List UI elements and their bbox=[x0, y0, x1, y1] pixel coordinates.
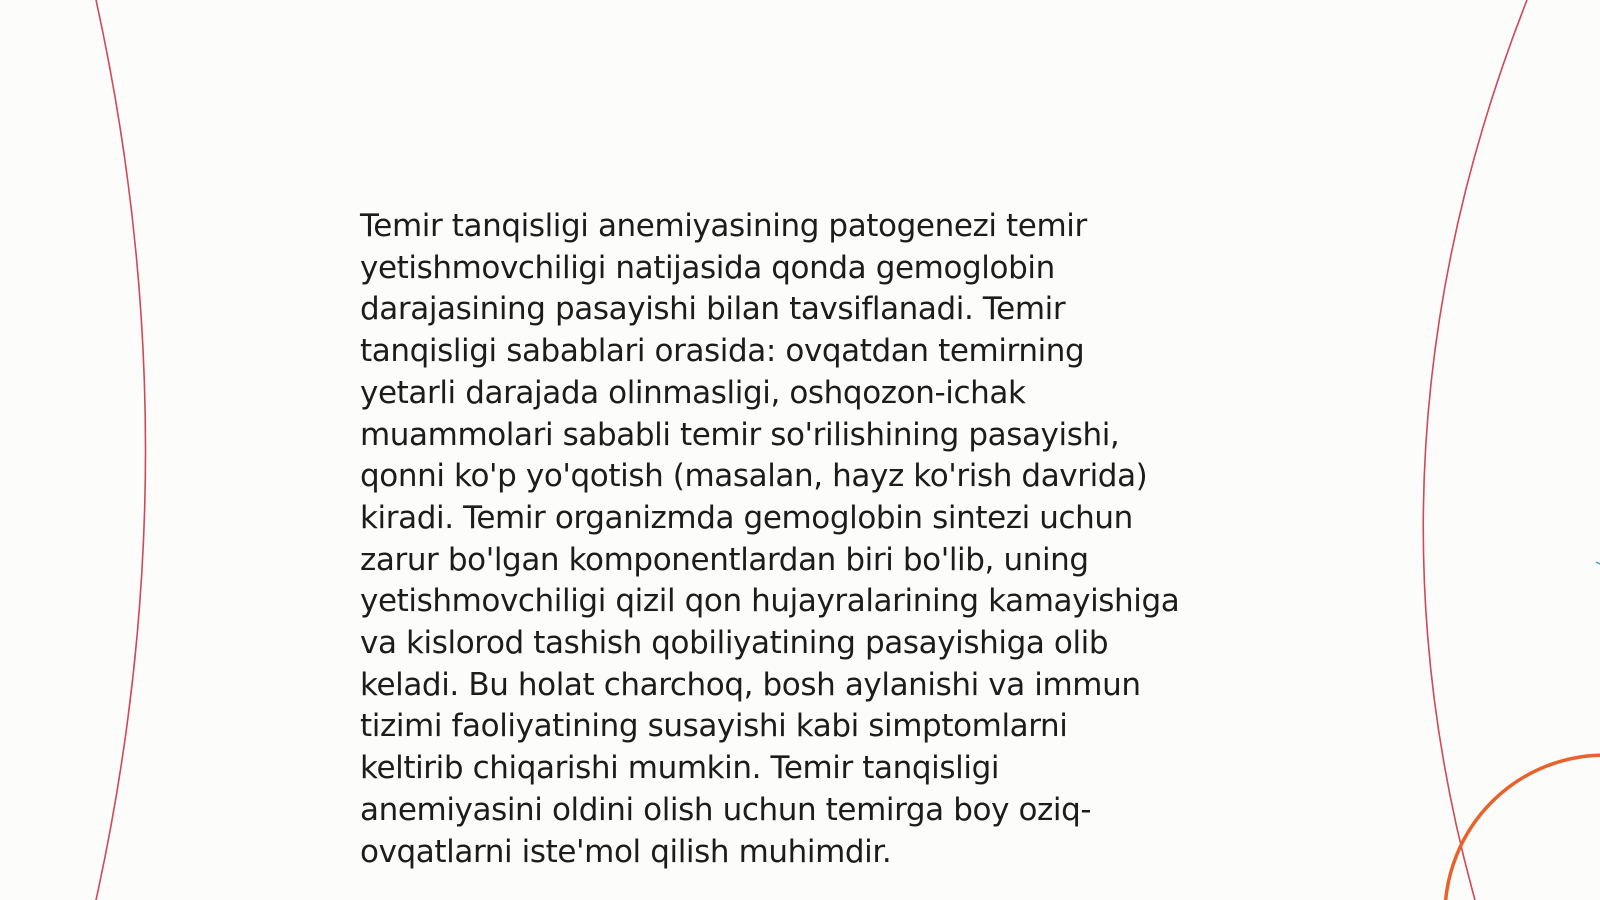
right-arc-line bbox=[1423, 0, 1527, 900]
body-paragraph: Temir tanqisligi anemiyasining patogenezi temir yetishmovchiligi natijasida qonda gemoglobin darajasining pasayishi bilan tavsiflanadi. Temir tanqisligi sabablari orasida: ovqatdan temirning yetarli darajada olinmasligi, oshqozon-ichak muammolari sababli temir so'rilishining pasayishi, qonni ko'p yo'qotish (masalan, hayz ko'rish davrida) kiradi. Temir organizmda gemoglobin sintezi uchun zarur bo'lgan komponentlardan biri bo'lib, uning yetishmovchiligi qizil qon hujayralarining kamayishiga va kislorod tashish qobiliyatining pasayishiga olib keladi. Bu holat charchoq, bosh aylanishi va immun tizimi faoliyatining susayishi kabi simptomlarni keltirib chiqarishi mumkin. Temir tanqisligi anemiyasini oldini olish uchun temirga boy oziq- ovqatlarni iste'mol qilish muhimdir. bbox=[360, 208, 1180, 870]
left-arc-line bbox=[96, 0, 146, 900]
accent-circle bbox=[1445, 755, 1600, 900]
accent-mark bbox=[1596, 562, 1600, 564]
